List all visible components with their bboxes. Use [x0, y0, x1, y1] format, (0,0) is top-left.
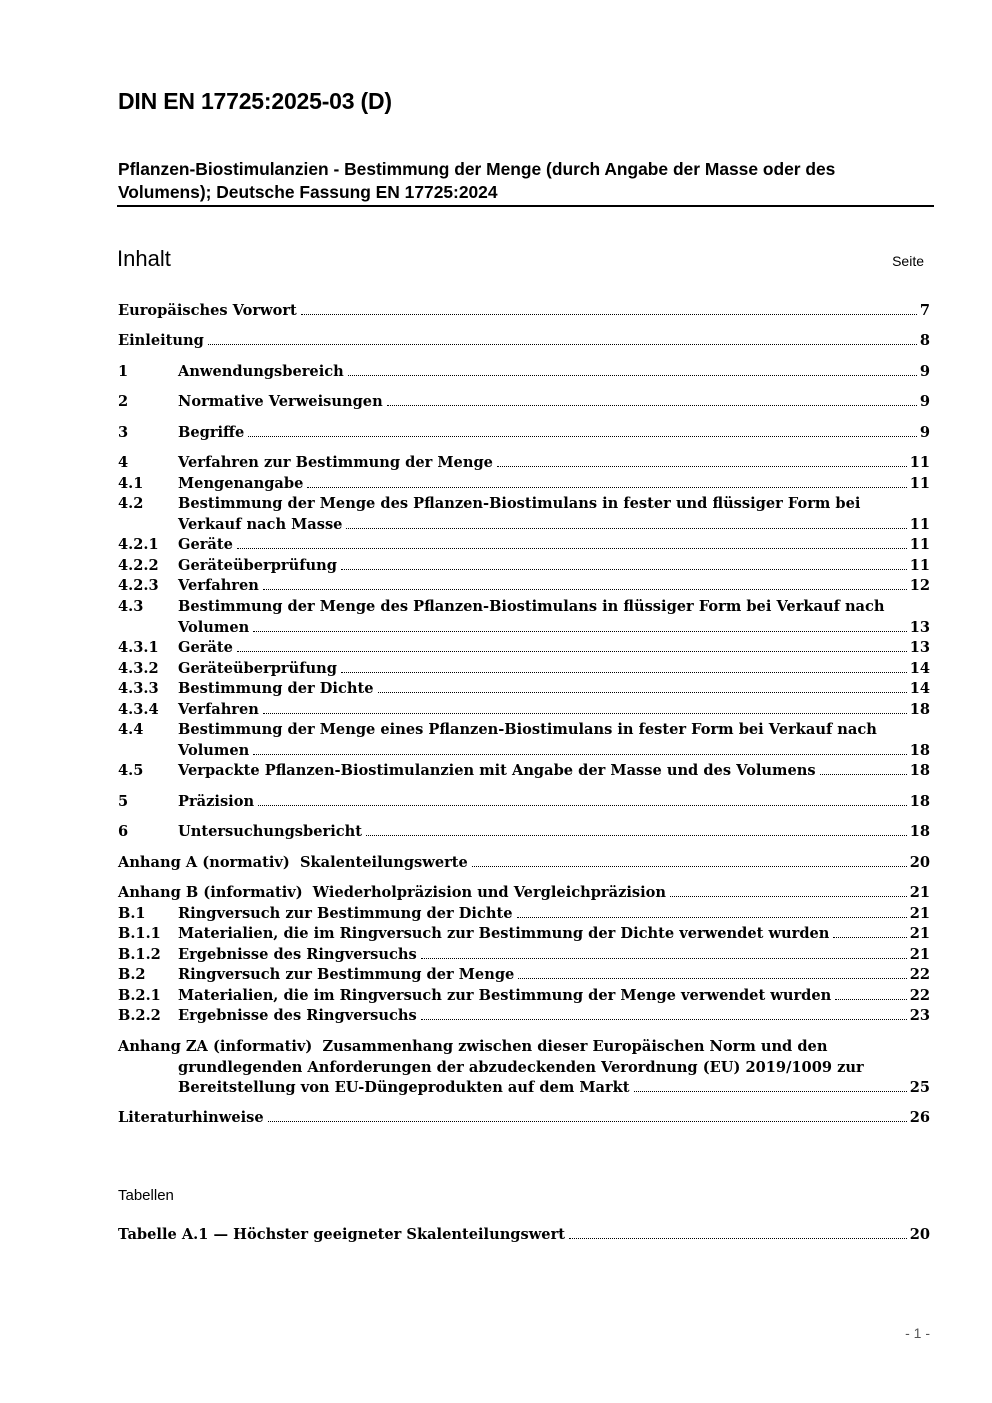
dot-leader: [518, 978, 906, 979]
toc-entry-title: Ergebnisse des Ringversuchs: [178, 1007, 417, 1024]
toc-entry-4-3-1[interactable]: [118, 638, 930, 659]
toc-entry-page: 11: [909, 536, 930, 553]
dot-leader: [301, 314, 917, 315]
toc-entry-title: Bestimmung der Menge eines Pflanzen-Biostimulans in fester Form bei Verkauf nach: [178, 721, 877, 738]
dot-leader: [307, 487, 906, 488]
dot-leader: [820, 774, 907, 775]
toc-entry-number: 4: [118, 454, 129, 471]
dot-leader: [421, 1019, 907, 1020]
toc-entry-4-2-3[interactable]: [118, 576, 930, 597]
toc-entry-title: Verpackte Pflanzen-Biostimulanzien mit Angabe der Masse und des Volumens: [178, 762, 816, 779]
toc-entry-title: Literaturhinweise: [118, 1109, 264, 1126]
dot-leader: [387, 405, 917, 406]
toc-entry-number: 4.3.3: [118, 680, 159, 697]
dot-leader: [348, 375, 917, 376]
toc-entry-vorwort[interactable]: [118, 301, 930, 322]
toc-entry-4-1[interactable]: [118, 474, 930, 495]
dot-leader: [341, 569, 907, 570]
dot-leader: [253, 631, 906, 632]
toc-entry-number: 4.2: [118, 495, 144, 512]
toc-heading: Inhalt: [117, 246, 171, 271]
toc-entry-number: 2: [118, 393, 129, 410]
toc-entry-number: 4.2.2: [118, 557, 159, 574]
toc-entry-title-continued: grundlegenden Anforderungen der abzudeckenden Verordnung (EU) 2019/1009 zur: [178, 1058, 864, 1076]
toc-entry-page: 21: [909, 884, 930, 901]
dot-leader: [268, 1121, 907, 1122]
toc-entry-title: Europäisches Vorwort: [118, 302, 297, 319]
dot-leader: [833, 937, 906, 938]
tables-heading: Tabellen: [118, 1187, 174, 1204]
toc-entry-annex-za[interactable]: [118, 1037, 930, 1099]
toc-entry-page: 22: [909, 966, 930, 983]
toc-entry-b-1[interactable]: [118, 904, 930, 925]
dot-leader: [472, 866, 907, 867]
page-column-label: Seite: [892, 253, 924, 269]
toc-entry-4-5[interactable]: [118, 761, 930, 782]
toc-entry-title-continued: Verkauf nach Masse: [178, 515, 343, 533]
toc-entry-number: 4.3: [118, 598, 144, 615]
toc-entry-page: 18: [909, 762, 930, 779]
toc-entry-number: 4.4: [118, 721, 144, 738]
toc-entry-page: 13: [909, 639, 930, 656]
table-entry-title: Tabelle A.1 — Höchster geeigneter Skalenteilungswert: [118, 1226, 565, 1243]
toc-entry-title: Begriffe: [178, 424, 245, 441]
table-entry-page: 20: [909, 1226, 930, 1243]
toc-entry-page: 11: [909, 557, 930, 574]
toc-entry-page: 21: [909, 905, 930, 922]
toc-entry-title: Verfahren: [178, 701, 259, 718]
toc-entry-3[interactable]: [118, 423, 930, 444]
toc-entry-title: Ringversuch zur Bestimmung der Dichte: [178, 905, 513, 922]
toc-entry-number: 4.3.4: [118, 701, 159, 718]
toc-entry-number: B.2.2: [118, 1007, 161, 1024]
document-subtitle: Pflanzen-Biostimulanzien - Bestimmung der Menge (durch Angabe der Masse oder des Volumens); Deutsche Fassung EN 17725:2024: [118, 159, 836, 202]
toc-entry-number: B.1.1: [118, 925, 161, 942]
toc-entry-b-2[interactable]: [118, 965, 930, 986]
toc-entry-title: Einleitung: [118, 332, 204, 349]
toc-entry-page: 12: [909, 577, 930, 594]
toc-entry-4-3-4[interactable]: [118, 700, 930, 721]
toc-entry-number: 4.3.1: [118, 639, 159, 656]
dot-leader: [670, 896, 907, 897]
toc-entry-4-2[interactable]: [118, 494, 930, 535]
toc-entry-number: 4.1: [118, 475, 144, 492]
toc-entry-number: 5: [118, 793, 129, 810]
toc-entry-title: Bestimmung der Menge des Pflanzen-Biostimulans in fester und flüssiger Form bei: [178, 495, 861, 512]
dot-leader: [253, 754, 906, 755]
toc-entry-page: 18: [909, 823, 930, 840]
toc-entry-number: B.2.1: [118, 987, 161, 1004]
toc-entry-page: 9: [919, 424, 930, 441]
toc-entry-6[interactable]: [118, 822, 930, 843]
toc-entry-number: 3: [118, 424, 129, 441]
toc-entry-4[interactable]: [118, 453, 930, 474]
toc-entry-title: Geräteüberprüfung: [178, 660, 337, 677]
dot-leader: [378, 692, 907, 693]
toc-entry-page: 25: [909, 1079, 930, 1096]
toc-entry-title: Ergebnisse des Ringversuchs: [178, 946, 417, 963]
toc-entry-4-3-2[interactable]: [118, 659, 930, 680]
toc-entry-number: 1: [118, 363, 129, 380]
toc-entry-2[interactable]: [118, 392, 930, 413]
dot-leader: [569, 1238, 907, 1239]
toc-entry-b-2-2[interactable]: [118, 1006, 930, 1027]
dot-leader: [497, 466, 907, 467]
toc-entry-page: 22: [909, 987, 930, 1004]
toc-entry-page: 18: [909, 741, 930, 759]
toc-entry-title: Präzision: [178, 793, 255, 810]
toc-entry-4-3-3[interactable]: [118, 679, 930, 700]
toc-entry-einleitung[interactable]: [118, 331, 930, 352]
toc-entry-number: 4.2.3: [118, 577, 159, 594]
toc-entry-title-continued: Volumen: [178, 618, 250, 636]
dot-leader: [263, 713, 907, 714]
toc-entry-title: Materialien, die im Ringversuch zur Bestimmung der Dichte verwendet wurden: [178, 925, 830, 942]
toc-entry-5[interactable]: [118, 792, 930, 813]
toc-entry-b-1-1[interactable]: [118, 924, 930, 945]
toc-entry-page: 23: [909, 1007, 930, 1024]
toc-entry-page: 7: [919, 302, 930, 319]
toc-entry-page: 11: [909, 475, 930, 492]
dot-leader: [208, 344, 917, 345]
dot-leader: [421, 958, 907, 959]
dot-leader: [835, 999, 906, 1000]
toc-entry-page: 18: [909, 793, 930, 810]
dot-leader: [237, 548, 907, 549]
toc-entry-literatur[interactable]: [118, 1108, 930, 1129]
dot-leader: [237, 651, 907, 652]
toc-entry-title: Anhang B (informativ) Wiederholpräzision und Vergleichpräzision: [118, 884, 667, 901]
dot-leader: [258, 805, 907, 806]
dot-leader: [366, 835, 907, 836]
page-number: - 1 -: [905, 1325, 930, 1341]
toc-entry-title: Materialien, die im Ringversuch zur Bestimmung der Menge verwendet wurden: [178, 987, 832, 1004]
toc-entry-title: Anhang A (normativ) Skalenteilungswerte: [118, 854, 468, 871]
toc-entry-4-2-1[interactable]: [118, 535, 930, 556]
toc-entry-title: Verfahren: [178, 577, 259, 594]
toc-entry-number: B.1: [118, 905, 146, 922]
toc-entry-title: Mengenangabe: [178, 475, 304, 492]
toc-entry-number: B.1.2: [118, 946, 161, 963]
toc-entry-b-1-2[interactable]: [118, 945, 930, 966]
dot-leader: [263, 589, 907, 590]
toc-entry-title-continued: Volumen: [178, 741, 250, 759]
toc-entry-title: Anwendungsbereich: [178, 363, 344, 380]
toc-entry-page: 26: [909, 1109, 930, 1126]
toc-entry-title: Geräte: [178, 639, 233, 656]
dot-leader: [517, 917, 907, 918]
toc-entry-number: 4.3.2: [118, 660, 159, 677]
toc-entry-annex-b[interactable]: [118, 883, 930, 904]
toc-entry-title: Ringversuch zur Bestimmung der Menge: [178, 966, 515, 983]
toc-entry-1[interactable]: [118, 362, 930, 383]
document-title: DIN EN 17725:2025-03 (D): [118, 88, 392, 114]
toc-entry-title: Bestimmung der Dichte: [178, 680, 374, 697]
toc-entry-title: Geräteüberprüfung: [178, 557, 337, 574]
toc-entry-page: 21: [909, 925, 930, 942]
toc-entry-title: Geräte: [178, 536, 233, 553]
toc-entry-page: 9: [919, 393, 930, 410]
toc-entry-page: 14: [909, 660, 930, 677]
toc-entry-page: 11: [909, 454, 930, 471]
toc-entry-annex-a[interactable]: [118, 853, 930, 874]
toc-entry-page: 14: [909, 680, 930, 697]
toc-entry-title: Normative Verweisungen: [178, 393, 383, 410]
toc-entry-page: 18: [909, 701, 930, 718]
dot-leader: [346, 528, 906, 529]
toc-entry-title: Bestimmung der Menge des Pflanzen-Biostimulans in flüssiger Form bei Verkauf nach: [178, 598, 885, 615]
toc-entry-title: Untersuchungsbericht: [178, 823, 362, 840]
toc-entry-title-continued: Bereitstellung von EU-Düngeprodukten auf dem Markt: [178, 1079, 630, 1096]
dot-leader: [634, 1091, 907, 1092]
toc-entry-page: 8: [919, 332, 930, 349]
toc-entry-4-2-2[interactable]: [118, 556, 930, 577]
toc-entry-b-2-1[interactable]: [118, 986, 930, 1007]
title-divider: [117, 205, 934, 207]
toc-entry-page: 9: [919, 363, 930, 380]
dot-leader: [248, 436, 917, 437]
toc-entry-title: Anhang ZA (informativ) Zusammenhang zwischen dieser Europäischen Norm und den: [118, 1038, 828, 1055]
toc-entry-number: B.2: [118, 966, 146, 983]
toc-entry-number: 4.2.1: [118, 536, 159, 553]
toc-entry-page: 20: [909, 854, 930, 871]
toc-entry-page: 13: [909, 618, 930, 636]
toc-entry-title: Verfahren zur Bestimmung der Menge: [178, 454, 493, 471]
toc-entry-number: 4.5: [118, 762, 144, 779]
toc-entry-page: 11: [909, 515, 930, 533]
dot-leader: [341, 672, 907, 673]
toc-entry-number: 6: [118, 823, 129, 840]
toc-entry-4-3[interactable]: [118, 597, 930, 638]
toc-entry-4-4[interactable]: [118, 720, 930, 761]
toc-entry-page: 21: [909, 946, 930, 963]
table-list-entry-a-1[interactable]: [118, 1225, 930, 1246]
